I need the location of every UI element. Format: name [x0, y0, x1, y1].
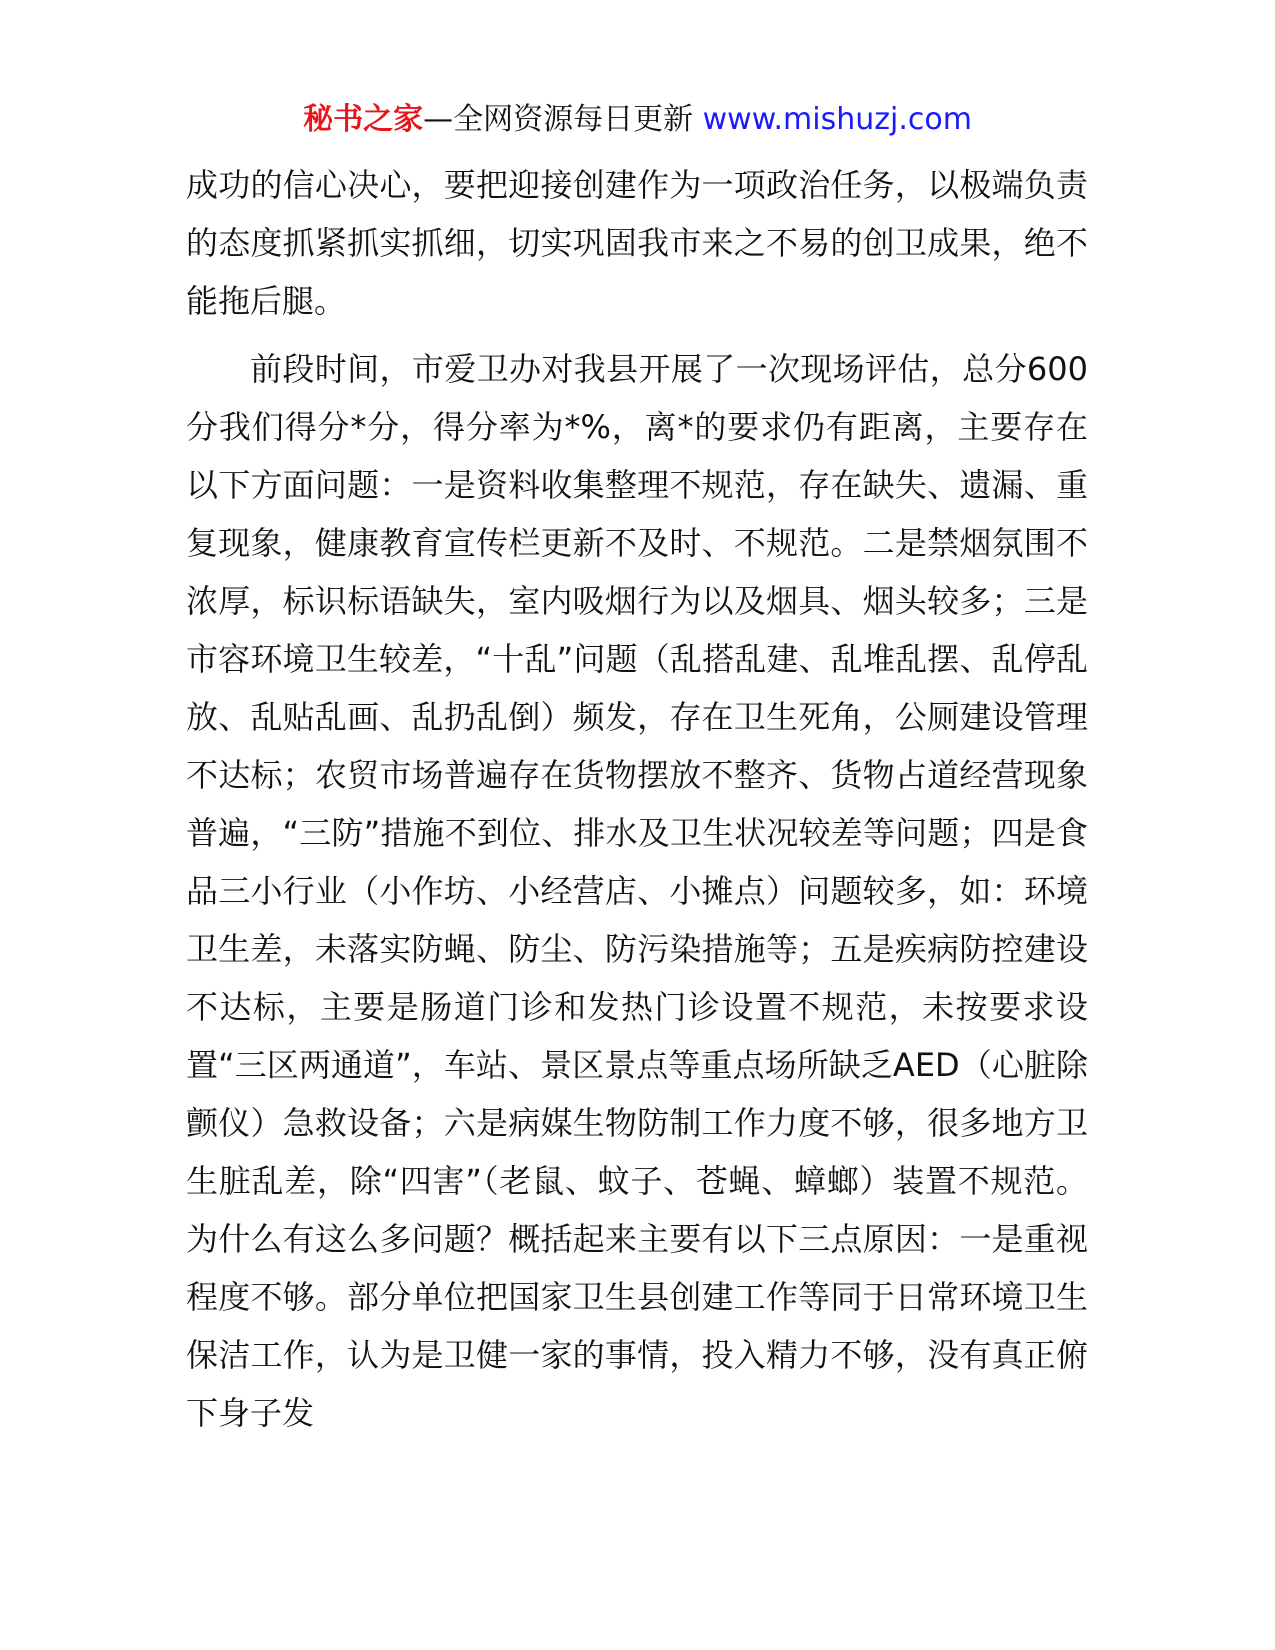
paragraph-1: 成功的信心决心，要把迎接创建作为一项政治任务，以极端负责的态度抓紧抓实抓细，切实巩固我市来之不易的创卫成果，绝不能拖后腿。	[186, 166, 1088, 320]
page-header	[0, 100, 1275, 140]
paragraph-2: 前段时间，市爱卫办对我县开展了一次现场评估，总分600分我们得分*分，得分率为*%，离*的要求仍有距离，主要存在以下方面问题：一是资料收集整理不规范，存在缺失、遗漏、重复现象，健康教育宣传栏更新不及时、不规范。二是禁烟氛围不浓厚，标识标语缺失，室内吸烟行为以及烟具、烟头较多；三是市容环境卫生较差，“十乱”问题（乱搭乱建、乱堆乱摆、乱停乱放、乱贴乱画、乱扔乱倒）频发，存在卫生死角，公厕建设管理不达标；农贸市场普遍存在货物摆放不整齐、货物占道经营现象普遍，“三防”措施不到位、排水及卫生状况较差等问题；四是食品三小行业（小作坊、小经营店、小摊点）问题较多，如：环境卫生差，未落实防蝇、防尘、防污染措施等；五是疾病防控建设不达标，主要是肠道门诊和发热门诊设置不规范，未按要求设置“三区两通道”，车站、景区景点等重点场所缺乏AED（心脏除颤仪）急救设备；六是病媒生物防制工作力度不够，很多地方卫生脏乱差，除“四害”（老鼠、蚊子、苍蝇、蟑螂）装置不规范。为什么有这么多问题？概括起来主要有以下三点原因：一是重视程度不够。部分单位把国家卫生县创建工作等同于日常环境卫生保洁工作，认为是卫健一家的事情，投入精力不够，没有真正俯下身子发	[186, 350, 1088, 1432]
brand-name: 秘书之家	[303, 102, 424, 137]
header-slogan: —全网资源每日更新	[423, 102, 694, 137]
document-body	[186, 156, 1088, 1442]
site-url-link[interactable]: www.mishuzj.com	[702, 102, 972, 137]
